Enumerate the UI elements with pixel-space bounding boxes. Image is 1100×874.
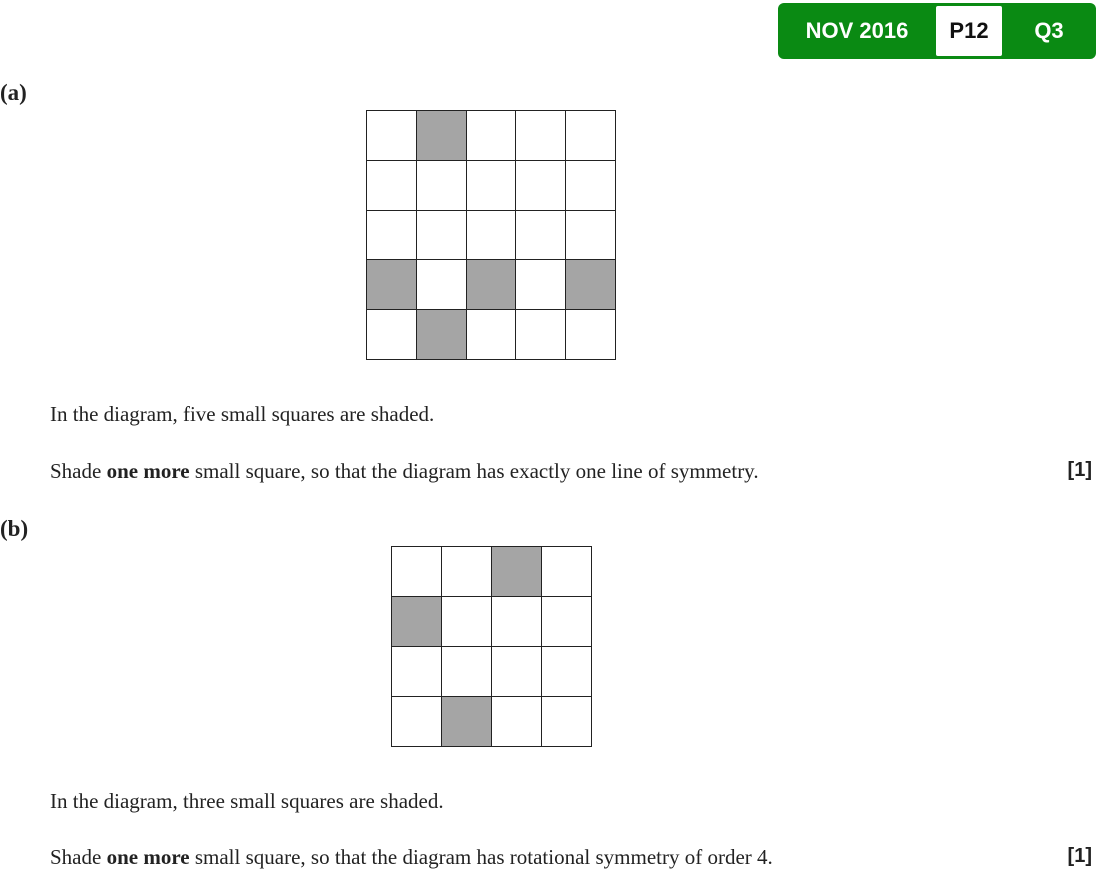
part-a-grid-shaded-square — [417, 310, 466, 359]
part-b-marks: [1] — [1067, 845, 1092, 867]
part-a-grid-square — [467, 111, 516, 160]
part-a-instruction-post: small square, so that the diagram has exactly one line of symmetry. — [189, 459, 759, 483]
part-a-grid-square — [367, 161, 416, 210]
part-b-instruction-pre: Shade — [50, 845, 107, 869]
part-a-grid-square — [367, 310, 416, 359]
part-b-grid-square — [542, 597, 591, 646]
part-a-grid-square — [566, 310, 615, 359]
part-a-grid-shaded-square — [566, 260, 615, 309]
part-b-grid-shaded-square — [392, 597, 441, 646]
part-b-grid-square — [492, 647, 541, 696]
part-a-grid-shaded-square — [367, 260, 416, 309]
part-b-instruction-bold: one more — [106, 845, 190, 869]
part-b-label: (b) — [0, 516, 29, 541]
part-a-grid-square — [566, 211, 615, 260]
part-a-grid — [366, 110, 616, 360]
part-b-instruction — [50, 845, 773, 870]
part-a-grid-shaded-square — [417, 111, 466, 160]
part-a-grid-square — [367, 211, 416, 260]
paper-label: P12 — [936, 6, 1002, 56]
part-b-grid-square — [542, 697, 591, 746]
part-a-grid-square — [417, 211, 466, 260]
part-a-marks: [1] — [1067, 459, 1092, 481]
part-b-grid-square — [442, 547, 491, 596]
part-a-grid-square — [417, 260, 466, 309]
part-b-grid-square — [392, 697, 441, 746]
part-b-grid — [391, 546, 592, 747]
part-a-grid-square — [516, 161, 565, 210]
part-b-grid-square — [442, 597, 491, 646]
part-b-grid-square — [492, 697, 541, 746]
part-b-grid-square — [442, 647, 491, 696]
part-a-grid-square — [516, 111, 565, 160]
part-b-grid-square — [542, 647, 591, 696]
part-a-grid-shaded-square — [467, 260, 516, 309]
part-a-grid-square — [516, 260, 565, 309]
part-a-grid-square — [417, 161, 466, 210]
part-b-grid-square — [392, 547, 441, 596]
part-a-instruction-bold: one more — [106, 459, 190, 483]
part-a-grid-square — [516, 310, 565, 359]
part-a-grid-square — [566, 111, 615, 160]
part-a-statement: In the diagram, five small squares are shaded. — [50, 402, 435, 426]
part-b-grid-square — [492, 597, 541, 646]
part-a-instruction-pre: Shade — [50, 459, 107, 483]
part-a-grid-square — [467, 161, 516, 210]
part-b-grid-square — [392, 647, 441, 696]
part-a-grid-square — [516, 211, 565, 260]
part-a-grid-square — [566, 161, 615, 210]
question-number: Q3 — [1034, 18, 1064, 43]
question-badge — [778, 3, 1096, 59]
part-b-grid-square — [542, 547, 591, 596]
part-a-grid-square — [467, 211, 516, 260]
part-b-grid-shaded-square — [492, 547, 541, 596]
part-b-statement: In the diagram, three small squares are shaded. — [50, 789, 444, 813]
part-a-label: (a) — [0, 80, 27, 105]
part-a-grid-square — [367, 111, 416, 160]
part-b-grid-shaded-square — [442, 697, 491, 746]
session-label: NOV 2016 — [805, 18, 909, 43]
part-a-grid-square — [467, 310, 516, 359]
part-b-instruction-post: small square, so that the diagram has rotational symmetry of order 4. — [189, 845, 773, 869]
part-a-instruction — [50, 459, 759, 484]
